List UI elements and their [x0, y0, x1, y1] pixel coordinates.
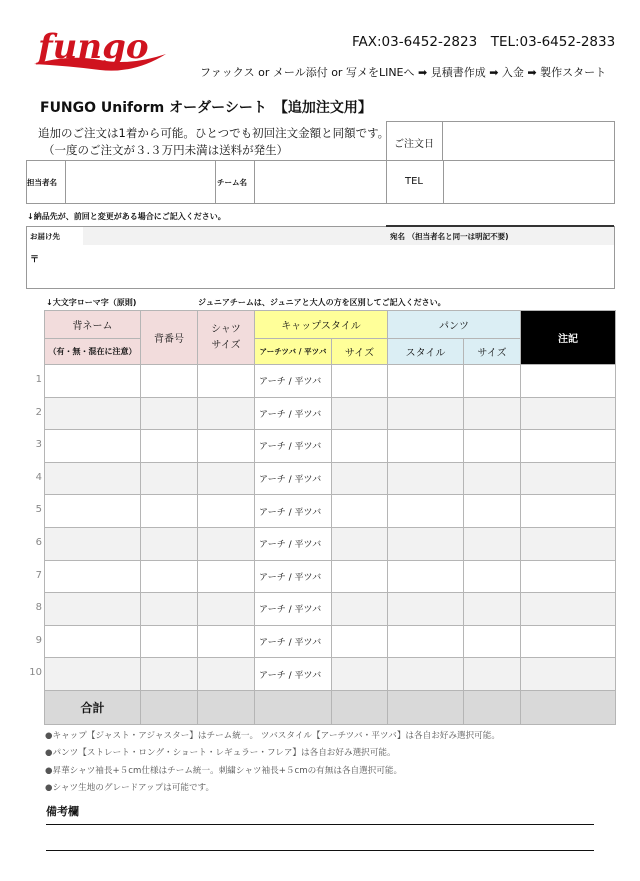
shirt-size-header: シャツサイズ [198, 311, 255, 365]
fax-tel: FAX:03-6452-2823 TEL:03-6452-2833 [352, 34, 616, 50]
entry-cell[interactable] [332, 560, 388, 593]
pants-size-header: サイズ [464, 339, 521, 365]
cap-visor-header: アーチツバ / 平ツバ [255, 339, 332, 365]
entry-cell[interactable] [332, 593, 388, 626]
entry-cell[interactable] [464, 430, 521, 463]
entry-cell[interactable] [141, 560, 198, 593]
table-row [45, 593, 616, 626]
remarks-label: 備考欄 [46, 805, 79, 818]
entry-cell[interactable] [388, 462, 464, 495]
fungo-logo [30, 24, 170, 76]
cap-visor-choice[interactable]: アーチ / 平ツバ [255, 560, 332, 593]
entry-cell[interactable] [45, 397, 141, 430]
tel-field[interactable] [444, 161, 614, 203]
entry-cell[interactable] [521, 593, 616, 626]
entry-cell[interactable] [464, 462, 521, 495]
entry-cell[interactable] [464, 593, 521, 626]
tel-label: TEL [405, 176, 423, 187]
back-name-header: 背ネーム [45, 311, 141, 339]
table-row [45, 462, 616, 495]
entry-cell[interactable] [521, 397, 616, 430]
number-header: 背番号 [141, 311, 198, 365]
table-row [45, 527, 616, 560]
intro-line-2: （一度のご注文が３.３万円未満は送料が発生） [43, 143, 289, 157]
order-table [44, 310, 616, 725]
table-row [45, 658, 616, 691]
total-cell [521, 690, 616, 724]
entry-cell[interactable] [198, 625, 255, 658]
table-row [45, 560, 616, 593]
entry-cell[interactable] [332, 365, 388, 398]
total-cell [388, 690, 464, 724]
total-cell [255, 690, 332, 724]
cap-style-header: キャップスタイル [255, 311, 388, 339]
order-date-label: ご注文日 [394, 139, 434, 150]
entry-cell[interactable] [198, 365, 255, 398]
entry-cell[interactable] [464, 560, 521, 593]
entry-cell[interactable] [388, 397, 464, 430]
delivery-note: ↓納品先が、前回と変更がある場合にご記入ください。 [27, 212, 226, 221]
cap-visor-choice[interactable]: アーチ / 平ツバ [255, 397, 332, 430]
table-row [45, 430, 616, 463]
entry-cell[interactable] [198, 527, 255, 560]
entry-cell[interactable] [332, 462, 388, 495]
notes-header: 注記 [521, 311, 616, 365]
bullet-sleeve: ●昇華シャツ袖長+５cm仕様はチーム統一。刺繍シャツ袖長+５cmの有無は各自選択可能。 [45, 765, 403, 776]
entry-cell[interactable] [388, 658, 464, 691]
entry-cell[interactable] [521, 625, 616, 658]
entry-cell[interactable] [332, 430, 388, 463]
entry-cell[interactable] [332, 527, 388, 560]
pants-style-header: スタイル [388, 339, 464, 365]
entry-cell[interactable] [45, 365, 141, 398]
entry-cell[interactable] [141, 462, 198, 495]
entry-cell[interactable] [388, 560, 464, 593]
entry-cell[interactable] [521, 430, 616, 463]
entry-cell[interactable] [464, 658, 521, 691]
entry-cell[interactable] [521, 560, 616, 593]
entry-cell[interactable] [464, 365, 521, 398]
entry-cell[interactable] [45, 495, 141, 528]
postal-mark: 〒 [30, 255, 40, 265]
entry-cell[interactable] [521, 462, 616, 495]
total-cell [332, 690, 388, 724]
entry-cell[interactable] [464, 495, 521, 528]
total-cell [141, 690, 198, 724]
team-label: チーム名 [217, 178, 247, 187]
entry-cell[interactable] [521, 495, 616, 528]
team-field[interactable] [255, 161, 385, 203]
entry-cell[interactable] [141, 527, 198, 560]
entry-cell[interactable] [45, 593, 141, 626]
cap-visor-choice[interactable]: アーチ / 平ツバ [255, 495, 332, 528]
bullet-cap: ●キャップ【ジャスト・アジャスター】はチーム統一。 ツバスタイル【アーチツバ・平ツバ】は各自お好み選択可能。 [45, 731, 500, 741]
entry-cell[interactable] [198, 462, 255, 495]
delivery-label: お届け先 [30, 232, 60, 241]
entry-cell[interactable] [45, 462, 141, 495]
entry-cell[interactable] [521, 658, 616, 691]
page-title: FUNGO Uniform オーダーシート 【追加注文用】 [40, 100, 372, 116]
entry-cell[interactable] [332, 625, 388, 658]
order-flow: ファックス or メール添付 or 写メをLINEへ ➡ 見積書作成 ➡ 入金 ➡ 製作スタート [200, 66, 607, 79]
entry-cell[interactable] [464, 527, 521, 560]
entry-cell[interactable] [388, 625, 464, 658]
junior-note: ジュニアチームは、ジュニアと大人の方を区別してご記入ください。 [198, 298, 446, 307]
entry-cell[interactable] [388, 495, 464, 528]
cap-visor-choice[interactable]: アーチ / 平ツバ [255, 593, 332, 626]
entry-cell[interactable] [141, 625, 198, 658]
entry-cell[interactable] [45, 658, 141, 691]
row-number: 2 [35, 406, 42, 418]
entry-cell[interactable] [45, 560, 141, 593]
entry-cell[interactable] [464, 397, 521, 430]
entry-cell[interactable] [141, 365, 198, 398]
table-row [45, 365, 616, 398]
row-number: 8 [35, 602, 42, 614]
row-number: 3 [35, 439, 42, 451]
cap-visor-choice[interactable]: アーチ / 平ツバ [255, 462, 332, 495]
bullet-pants: ●パンツ【ストレート・ロング・ショート・レギュラー・フレア】は各自お好み選択可能。 [45, 748, 396, 759]
back-name-subheader: （有・無・混在に注意） [45, 339, 141, 365]
entry-cell[interactable] [521, 527, 616, 560]
entry-cell[interactable] [141, 593, 198, 626]
total-label: 合計 [45, 690, 141, 724]
table-row [45, 495, 616, 528]
row-number: 1 [35, 374, 42, 385]
entry-cell[interactable] [464, 625, 521, 658]
table-row [45, 625, 616, 658]
row-number: 9 [35, 634, 42, 646]
entry-cell[interactable] [141, 397, 198, 430]
bullet-fabric: ●シャツ生地のグレードアップは可能です。 [45, 782, 215, 793]
row-number: 5 [35, 504, 42, 516]
entry-cell[interactable] [198, 430, 255, 463]
entry-cell[interactable] [141, 658, 198, 691]
order-date-field[interactable] [444, 122, 614, 160]
cap-visor-choice[interactable]: アーチ / 平ツバ [255, 527, 332, 560]
intro-line-1: 追加のご注文は1着から可能。ひとつでも初回注文金額と同額です。 [38, 126, 390, 140]
person-label: 担当者名 [27, 178, 57, 187]
entry-cell[interactable] [388, 365, 464, 398]
svg-text:fungo: fungo [38, 27, 149, 67]
person-field[interactable] [66, 161, 214, 203]
row-number: 6 [35, 537, 42, 548]
bullet-notes [45, 728, 500, 797]
remarks-line-1 [46, 824, 594, 825]
cap-visor-choice[interactable]: アーチ / 平ツバ [255, 430, 332, 463]
remarks-line-2 [46, 850, 594, 851]
entry-cell[interactable] [332, 658, 388, 691]
row-number: 4 [35, 471, 42, 483]
entry-cell[interactable] [388, 593, 464, 626]
addressee-label: 宛名 （担当者名と同一は明記不要) [390, 232, 509, 241]
entry-cell[interactable] [198, 397, 255, 430]
entry-cell[interactable] [198, 495, 255, 528]
pants-header: パンツ [388, 311, 521, 339]
entry-cell[interactable] [332, 495, 388, 528]
entry-cell[interactable] [198, 560, 255, 593]
cap-visor-choice[interactable]: アーチ / 平ツバ [255, 658, 332, 691]
entry-cell[interactable] [388, 527, 464, 560]
entry-cell[interactable] [332, 397, 388, 430]
row-number: 7 [35, 569, 42, 581]
entry-cell[interactable] [45, 430, 141, 463]
entry-cell[interactable] [388, 430, 464, 463]
entry-cell[interactable] [141, 495, 198, 528]
entry-cell[interactable] [45, 527, 141, 560]
cap-visor-choice[interactable]: アーチ / 平ツバ [255, 625, 332, 658]
entry-cell[interactable] [141, 430, 198, 463]
table-row [45, 397, 616, 430]
total-cell [198, 690, 255, 724]
row-number: 10 [29, 667, 42, 679]
entry-cell[interactable] [198, 658, 255, 691]
total-cell [464, 690, 521, 724]
entry-cell[interactable] [198, 593, 255, 626]
cap-size-header: サイズ [332, 339, 388, 365]
entry-cell[interactable] [45, 625, 141, 658]
entry-cell[interactable] [521, 365, 616, 398]
romaji-note: ↓大文字ローマ字（原則) [46, 298, 137, 307]
cap-visor-choice[interactable]: アーチ / 平ツバ [255, 365, 332, 398]
